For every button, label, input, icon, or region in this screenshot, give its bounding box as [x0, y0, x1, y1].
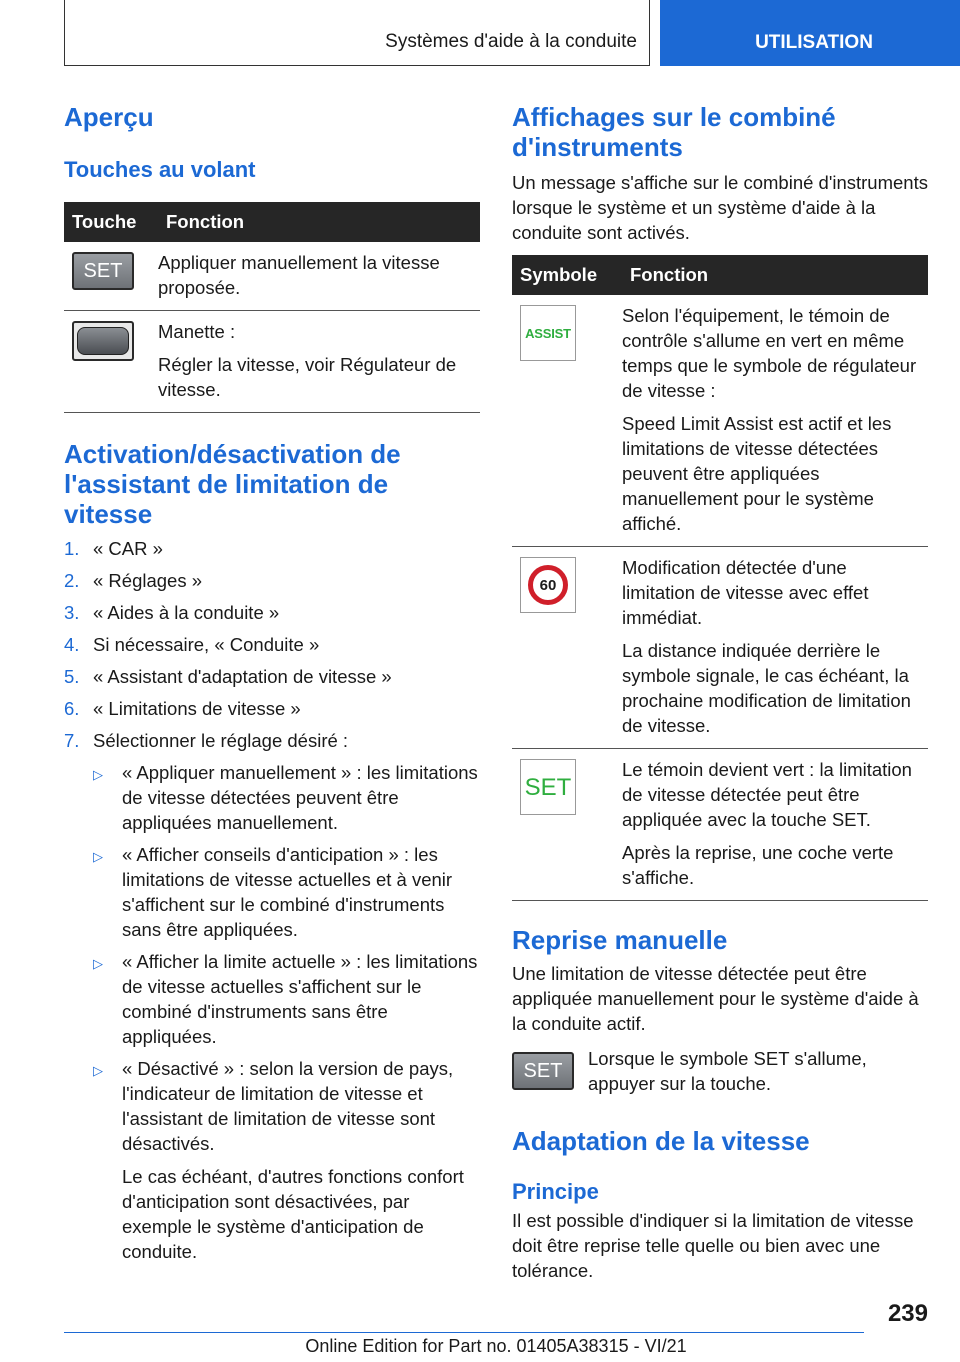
list-item: ▷ « Afficher la limite actuelle » : les limitations de vitesse actuelles s'affichent sur le combiné d'instruments sans être appliquées. — [93, 951, 478, 1047]
list-item: 6. « Limitations de vitesse » — [64, 698, 301, 719]
heading-reprise: Reprise manuelle — [512, 925, 728, 955]
rocker-switch-icon — [72, 321, 134, 361]
table-header-touche: Touche — [64, 202, 158, 242]
chapter-tab: UTILISATION — [660, 0, 960, 66]
table-row: 60 Modification détectée d'une limitation de vitesse avec effet immédiat. La distance indiquée derrière le symbole signale, le cas échéant, la prochaine modification de limitation de vitesse. — [512, 547, 928, 749]
principe-text: Il est possible d'indiquer si la limitation de vitesse doit être reprise telle quelle ou bien avec une tolérance. — [512, 1210, 914, 1281]
reprise-note: Lorsque le symbole SET s'allume, appuyer sur la touche. — [588, 1048, 867, 1094]
heading-affichages: Affichages sur le combiné d'instruments — [512, 102, 836, 162]
assist-icon: ASSIST — [525, 325, 571, 341]
set-button-icon: SET — [72, 252, 134, 290]
steps-list — [64, 536, 480, 753]
triangle-bullet-icon: ▷ — [93, 1063, 103, 1078]
symbols-table — [512, 255, 928, 901]
steering-buttons-table — [64, 202, 480, 413]
right-column — [512, 100, 928, 1283]
options-list — [93, 760, 480, 1264]
heading-activation: Activation/désactivation de l'assistant de limitation de vitesse — [64, 439, 401, 529]
table-row: ASSIST Selon l'équipement, le témoin de contrôle s'allume en vert en même temps que le symbole de régulateur de vitesse : Speed Limit Assist est actif et les limitations de vitesse détectées peuvent être appliquées manuellement pour le système affiché. — [512, 295, 928, 547]
triangle-bullet-icon: ▷ — [93, 956, 103, 971]
table-row: SET Le témoin devient vert : la limitation de vitesse détectée peut être appliquée avec la touche SET. Après la reprise, une coche verte s'affiche. — [512, 749, 928, 901]
set-green-icon: SET — [524, 773, 572, 801]
set-button-icon: SET — [512, 1052, 574, 1090]
row-text: Régler la vitesse, voir Régulateur de vitesse. — [158, 354, 457, 400]
left-column — [64, 100, 480, 1264]
triangle-bullet-icon: ▷ — [93, 849, 103, 864]
page-number: 239 — [887, 1300, 928, 1327]
list-item: 5. « Assistant d'adaptation de vitesse » — [64, 666, 392, 687]
table-row — [64, 242, 480, 311]
list-item: ▷ « Afficher conseils d'anticipation » : les limitations de vitesse actuelles et à venir s'affichent sur le combiné d'instruments sans être appliquées. — [93, 844, 453, 940]
heading-principe: Principe — [512, 1179, 599, 1204]
heading-adaptation: Adaptation de la vitesse — [512, 1126, 810, 1156]
row-text: Manette : — [158, 321, 236, 342]
speed-limit-sign-icon: 60 — [528, 565, 568, 605]
list-item: 4. Si nécessaire, « Conduite » — [64, 634, 320, 655]
table-header-fonction: Fonction — [158, 202, 480, 242]
heading-apercu: Aperçu — [64, 102, 154, 132]
list-item: 3. « Aides à la conduite » — [64, 602, 280, 623]
list-item: 7. Sélectionner le réglage désiré : — [64, 730, 349, 751]
page-header — [64, 0, 960, 66]
row-text: Appliquer manuellement la vitesse proposée. — [158, 252, 440, 298]
list-item: 1. « CAR » — [64, 538, 163, 559]
section-title: Systèmes d'aide à la conduite — [64, 0, 650, 66]
list-item: ▷ « Désactivé » : selon la version de pays, l'indicateur de limitation de vitesse et l'assistant de limitation de vitesse sont désactivés. Le cas échéant, d'autres fonctions confort d'anticipation sont désactivées, par exemple le système d'anticipation de conduite. — [93, 1058, 464, 1262]
triangle-bullet-icon: ▷ — [93, 767, 103, 782]
list-item: 2. « Réglages » — [64, 570, 203, 591]
edition-text: Online Edition for Part no. 01405A38315 - VI/21 — [305, 1336, 687, 1356]
table-header-symbole: Symbole — [512, 255, 622, 295]
intro-text: Un message s'affiche sur le combiné d'instruments lorsque le système et un système d'aide à la conduite sont activés. — [512, 172, 928, 243]
table-header-fonction: Fonction — [622, 255, 928, 295]
table-row — [64, 311, 480, 413]
footer-divider — [64, 1332, 864, 1333]
reprise-text: Une limitation de vitesse détectée peut être appliquée manuellement pour le système d'aide à la conduite actif. — [512, 963, 919, 1034]
heading-touches: Touches au volant — [64, 157, 256, 182]
list-item: ▷ « Appliquer manuellement » : les limitations de vitesse détectées peuvent être appliquées manuellement. — [93, 762, 478, 833]
